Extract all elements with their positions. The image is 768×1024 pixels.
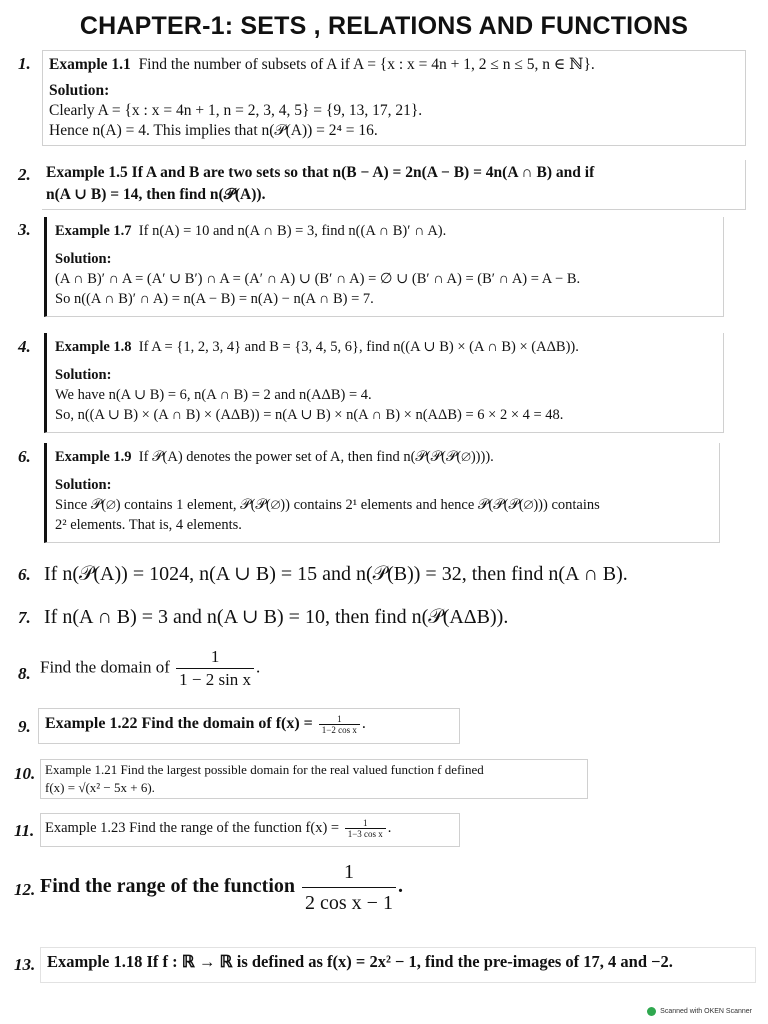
question-text: Find the number of subsets of A if A = {x : x = 4n + 1, 2 ≤ n ≤ 5, n ∈ ℕ}. xyxy=(138,56,595,73)
solution-line: Since 𝒫(∅) contains 1 element, 𝒫(𝒫(∅)) contains 2¹ elements and hence 𝒫(𝒫(𝒫(∅))) contains xyxy=(55,497,600,513)
fraction-denominator: 1−2 cos x xyxy=(319,724,360,735)
question-text: If n(A ∩ B) = 3 and n(A ∪ B) = 10, then find n(𝒫(AΔB)). xyxy=(44,606,509,628)
question-text: If 𝒫(A) denotes the power set of A, then find n(𝒫(𝒫(𝒫(∅)))). xyxy=(138,449,494,465)
question-number: 6. xyxy=(18,565,31,584)
question-text: Find the domain of xyxy=(40,657,170,677)
example-box-1-18 xyxy=(40,947,756,983)
question-text: Example 1.21 Find the largest possible domain for the real valued function f defined xyxy=(45,762,484,777)
scanner-watermark xyxy=(647,1007,752,1016)
fraction-numerator: 1 xyxy=(210,647,220,666)
fraction-denominator: 2 cos x − 1 xyxy=(302,887,396,918)
fraction-denominator: 1 − 2 sin x xyxy=(176,668,254,691)
solution-line: 2² elements. That is, 4 elements. xyxy=(55,517,242,533)
scanner-text: Scanned with OKEN Scanner xyxy=(660,1008,752,1015)
period: . xyxy=(397,875,403,898)
example-box-1-22 xyxy=(38,708,460,744)
example-box-1-21 xyxy=(40,759,588,799)
solution-label: Solution: xyxy=(55,367,112,383)
example-box-1-9 xyxy=(44,443,720,543)
example-box-1-1 xyxy=(42,50,746,146)
question-12 xyxy=(40,857,403,918)
solution-line: So, n((A ∪ B) × (A ∩ B) × (AΔB)) = n(A ∪ B) × n(A ∩ B) × n(AΔB) = 6 × 2 × 4 = 48. xyxy=(55,407,564,423)
question-number: 1. xyxy=(18,54,31,73)
solution-line: So n((A ∩ B)′ ∩ A) = n(A − B) = n(A) − n(A ∩ B) = 7. xyxy=(55,291,374,307)
fraction xyxy=(319,714,360,735)
solution-line: (A ∩ B)′ ∩ A = (A′ ∪ B′) ∩ A = (A′ ∩ A) ∪ (B′ ∩ A) = ∅ ∪ (B′ ∩ A) = (B′ ∩ A) = A − B. xyxy=(55,271,581,287)
solution-label: Solution: xyxy=(49,82,110,99)
question-number: 7. xyxy=(18,608,31,627)
example-box-1-8 xyxy=(44,333,724,433)
page-title: CHAPTER-1: SETS , RELATIONS AND FUNCTIONS xyxy=(79,12,689,40)
question-text: If n(A) = 10 and n(A ∩ B) = 3, find n((A ∩ B)′ ∩ A). xyxy=(138,223,447,239)
example-heading: Example 1.9 xyxy=(55,449,132,465)
scanner-logo-icon xyxy=(647,1007,656,1016)
example-box-1-7 xyxy=(44,217,724,317)
question-text: Example 1.23 Find the range of the function f(x) = xyxy=(45,819,340,836)
question-number: 8. xyxy=(18,664,31,683)
question-text: Example 1.22 Find the domain of f(x) = xyxy=(45,715,313,733)
question-number: 6. xyxy=(18,447,31,466)
fraction xyxy=(176,646,254,691)
question-number: 9. xyxy=(18,717,31,736)
question-number: 2. xyxy=(18,165,31,184)
question-text: If A = {1, 2, 3, 4} and B = {3, 4, 5, 6}, find n((A ∪ B) × (A ∩ B) × (AΔB)). xyxy=(138,339,579,355)
solution-line: Hence n(A) = 4. This implies that n(𝒫(A)) = 2⁴ = 16. xyxy=(49,122,378,139)
period: . xyxy=(387,819,392,836)
solution-line: Clearly A = {x : x = 4n + 1, n = 2, 3, 4, 5} = {9, 13, 17, 21}. xyxy=(49,102,423,119)
question-number: 12. xyxy=(14,880,36,899)
question-number: 10. xyxy=(14,764,36,783)
period: . xyxy=(256,657,261,677)
fraction-numerator: 1 xyxy=(343,861,354,883)
fraction-numerator: 1 xyxy=(337,714,342,724)
question-number: 3. xyxy=(18,220,31,239)
solution-line: We have n(A ∪ B) = 6, n(A ∩ B) = 2 and n(AΔB) = 4. xyxy=(55,387,372,403)
example-heading: Example 1.7 xyxy=(55,223,132,239)
question-text: If n(𝒫(A)) = 1024, n(A ∪ B) = 15 and n(𝒫(B)) = 32, then find n(A ∩ B). xyxy=(44,563,628,585)
example-heading: Example 1.8 xyxy=(55,339,132,355)
solution-label: Solution: xyxy=(55,251,112,267)
period: . xyxy=(361,715,366,733)
question-text: Example 1.5 If A and B are two sets so that n(B − A) = 2n(A − B) = 4n(A ∩ B) and if xyxy=(46,164,595,181)
fraction-numerator: 1 xyxy=(362,818,368,828)
example-box-1-5 xyxy=(42,160,746,210)
question-text: Example 1.18 If f : ℝ → ℝ is defined as f(x) = 2x² − 1, find the pre-images of 17, 4 and −2. xyxy=(47,952,673,971)
question-number: 11. xyxy=(14,821,35,840)
question-8 xyxy=(40,646,260,691)
fraction xyxy=(302,857,396,918)
solution-label: Solution: xyxy=(55,477,112,493)
example-heading: Example 1.1 xyxy=(49,56,131,73)
fraction-denominator: 1−3 cos x xyxy=(345,828,386,839)
question-text: n(A ∪ B) = 14, then find n(𝒫(A)). xyxy=(46,186,266,203)
fraction xyxy=(345,818,386,839)
question-text: Find the range of the function xyxy=(40,875,295,898)
question-text: f(x) = √(x² − 5x + 6). xyxy=(45,780,155,795)
question-number: 13. xyxy=(14,955,36,974)
example-box-1-23 xyxy=(40,813,460,847)
question-number: 4. xyxy=(18,337,31,356)
